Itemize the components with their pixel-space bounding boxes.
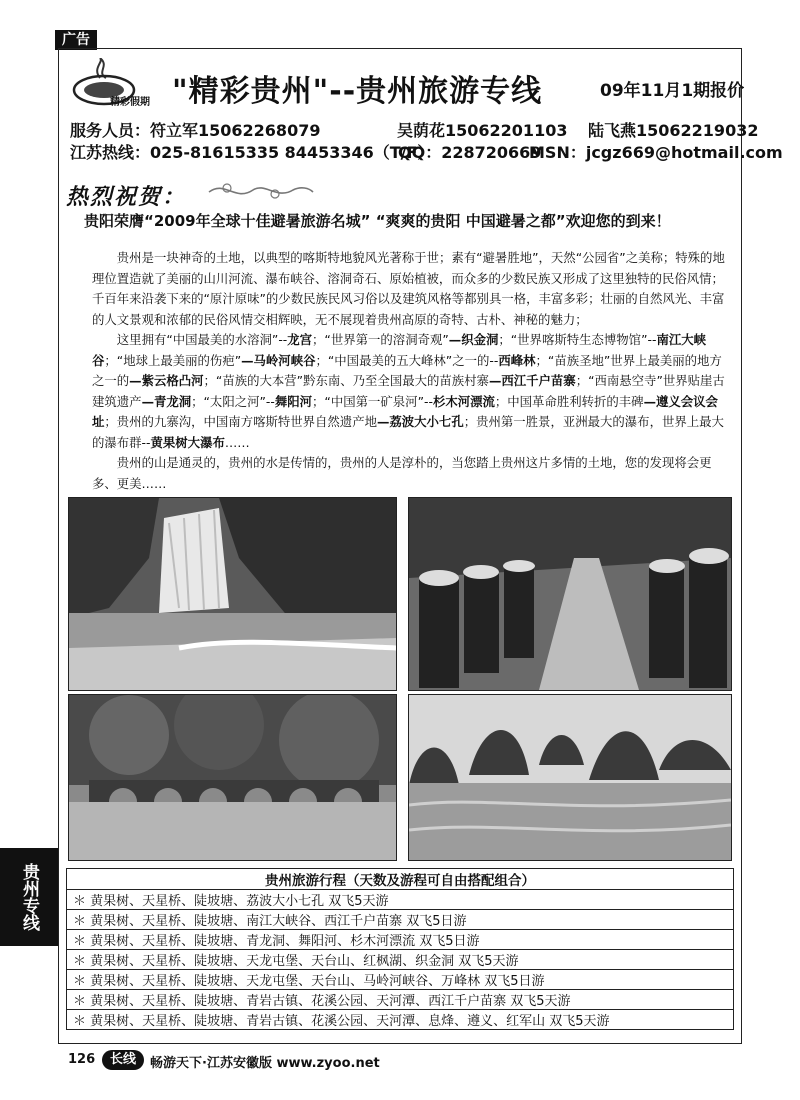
waterfall-photo	[68, 497, 397, 691]
slogan: 贵阳荣膺“2009年全球十佳避暑旅游名城” “爽爽的贵阳 中国避暑之都”欢迎您的到来！	[84, 212, 671, 230]
article-body	[92, 248, 732, 494]
article-text: 这里拥有“中国最美的水溶洞”--	[116, 332, 288, 347]
itinerary-route: ＊ 黄果树、天星桥、陡坡塘、南江大峡谷、西江千户苗寨 双飞5日游	[67, 910, 734, 930]
itinerary-row	[67, 890, 734, 910]
article-text: ；“中国最美的五大峰林”之一的--	[315, 352, 499, 368]
itinerary-route: ＊ 黄果树、天星桥、陡坡塘、天龙屯堡、天台山、红枫湖、织金洞 双飞5天游	[67, 950, 734, 970]
itinerary-row	[67, 990, 734, 1010]
magazine-credit: 畅游天下·江苏安徽版 www.zyoo.net	[150, 1056, 380, 1071]
page-number: 126	[68, 1052, 96, 1067]
attraction-name: —织金洞	[448, 332, 499, 347]
article-paragraph-3: 贵州的山是通灵的，贵州的水是传情的，贵州的人是淳朴的，当您踏上贵州这片多情的土地，您的发现将会更多、更美……	[92, 455, 712, 491]
article-text: ……	[224, 434, 250, 450]
attraction-name: —马岭河峡谷	[241, 352, 316, 368]
logo-text: 精彩假期	[110, 97, 150, 108]
article-text: ；贵州第一胜景，亚洲最大的瀑布，世界上最大的瀑布群--	[92, 414, 724, 450]
attraction-name: —青龙洞	[141, 393, 192, 409]
brand-logo	[70, 58, 165, 108]
itinerary-row	[67, 1010, 734, 1030]
contact-person-1: 符立军15062268079	[150, 121, 321, 140]
issue-label: 09年11月1期报价	[600, 81, 745, 101]
stone-bridge-photo	[68, 694, 397, 861]
itinerary-header-row	[67, 869, 734, 890]
contact-person-2: 吴荫花15062201103	[397, 121, 568, 140]
attraction-name: 舞阳河	[274, 393, 313, 409]
itinerary-row	[67, 950, 734, 970]
itinerary-header: 贵州旅游行程（天数及游程可自由搭配组合）	[67, 869, 734, 890]
itinerary-row	[67, 970, 734, 990]
article-paragraph-1: 贵州是一块神奇的土地，以典型的喀斯特地貌风光著称于世；素有“避暑胜地”，天然“公园省”之美称；特殊的地理位置造就了美丽的山川河流、瀑布峡谷、溶洞奇石、原始植被，而众多的少数民族又形成了这里独特的民俗风情；千百年来沿袭下来的“原汁原味”的少数民族民风习俗以及建筑风格等都别具一格，丰富多彩；壮丽的自然风光、丰富的人文景观和浓郁的民俗风情交相辉映，无不展现着贵州高原的奇特、古朴、神秘的魅力；	[92, 250, 725, 327]
article-text: ；“世界喀斯特生态博物馆”--	[498, 332, 657, 347]
article-text: ；“苗族圣地”世界上最美丽的地方之一的	[92, 352, 722, 388]
article-text: ；贵州的九寨沟，中国南方喀斯特世界自然遗产地	[104, 414, 377, 429]
msn-address: MSN：jcgz669@hotmail.com	[529, 143, 783, 162]
article-text: ；“世界第一的溶洞奇观”	[312, 332, 449, 347]
article-text: ；中国革命胜利转折的丰碑	[494, 393, 644, 409]
section-badge: 长线	[102, 1050, 144, 1070]
hotline: 江苏热线：025-81615335 84453346（T/F）	[70, 143, 434, 162]
itinerary-route: ＊ 黄果树、天星桥、陡坡塘、青岩古镇、花溪公园、天河潭、西江千户苗寨 双飞5天游	[67, 990, 734, 1010]
flourish-ornament-icon	[205, 178, 315, 204]
itinerary-route: ＊ 黄果树、天星桥、陡坡塘、天龙屯堡、天台山、马岭河峡谷、万峰林 双飞5日游	[67, 970, 734, 990]
article-text: ；“苗族的大本营”黔东南、乃至全国最大的苗族村寨	[203, 373, 489, 388]
itinerary-row	[67, 910, 734, 930]
attraction-name: 杉木河漂流	[432, 393, 495, 409]
attraction-name: 西峰林	[498, 352, 536, 368]
contact-person-3: 陆飞燕15062219032	[588, 121, 759, 140]
attraction-name: —遵义会议会址	[92, 393, 718, 429]
itinerary-route: ＊ 黄果树、天星桥、陡坡塘、青龙洞、舞阳河、杉木河漂流 双飞5日游	[67, 930, 734, 950]
itinerary-route: ＊ 黄果树、天星桥、陡坡塘、荔波大小七孔 双飞5天游	[67, 890, 734, 910]
article-text: ；“中国第一矿泉河”--	[312, 393, 433, 409]
celebrate-heading: 热烈祝贺：	[66, 185, 187, 210]
qq-number: QQ：228720669	[398, 143, 542, 162]
itinerary-row	[67, 930, 734, 950]
itinerary-table	[66, 868, 734, 1030]
attraction-name: 龙宫	[287, 332, 313, 347]
miao-festival-photo	[408, 497, 732, 691]
karst-peaks-photo	[408, 694, 732, 861]
article-text: ；“地球上最美丽的伤疤”	[104, 352, 242, 368]
page-title: "精彩贵州"--贵州旅游专线	[172, 74, 543, 109]
ad-label: 广告	[55, 30, 97, 50]
attraction-name: 南江大峡谷	[92, 332, 706, 368]
article-text: ；“太阳之河”--	[191, 393, 275, 409]
side-section-tab: 贵州专线	[0, 848, 58, 946]
attraction-name: —荔波大小七孔	[376, 414, 464, 429]
attraction-name: 黄果树大瀑布	[150, 434, 225, 450]
article-text: ；“西南悬空寺”世界贴崖古建筑遗产	[92, 373, 725, 409]
attraction-name: —西江千户苗寨	[488, 373, 576, 388]
article-paragraph-2	[92, 330, 732, 453]
attraction-name: —紫云格凸河	[129, 373, 204, 388]
itinerary-route: ＊ 黄果树、天星桥、陡坡塘、青岩古镇、花溪公园、天河潭、息烽、遵义、红军山 双飞5天游	[67, 1010, 734, 1030]
staff-label: 服务人员：	[70, 121, 151, 140]
